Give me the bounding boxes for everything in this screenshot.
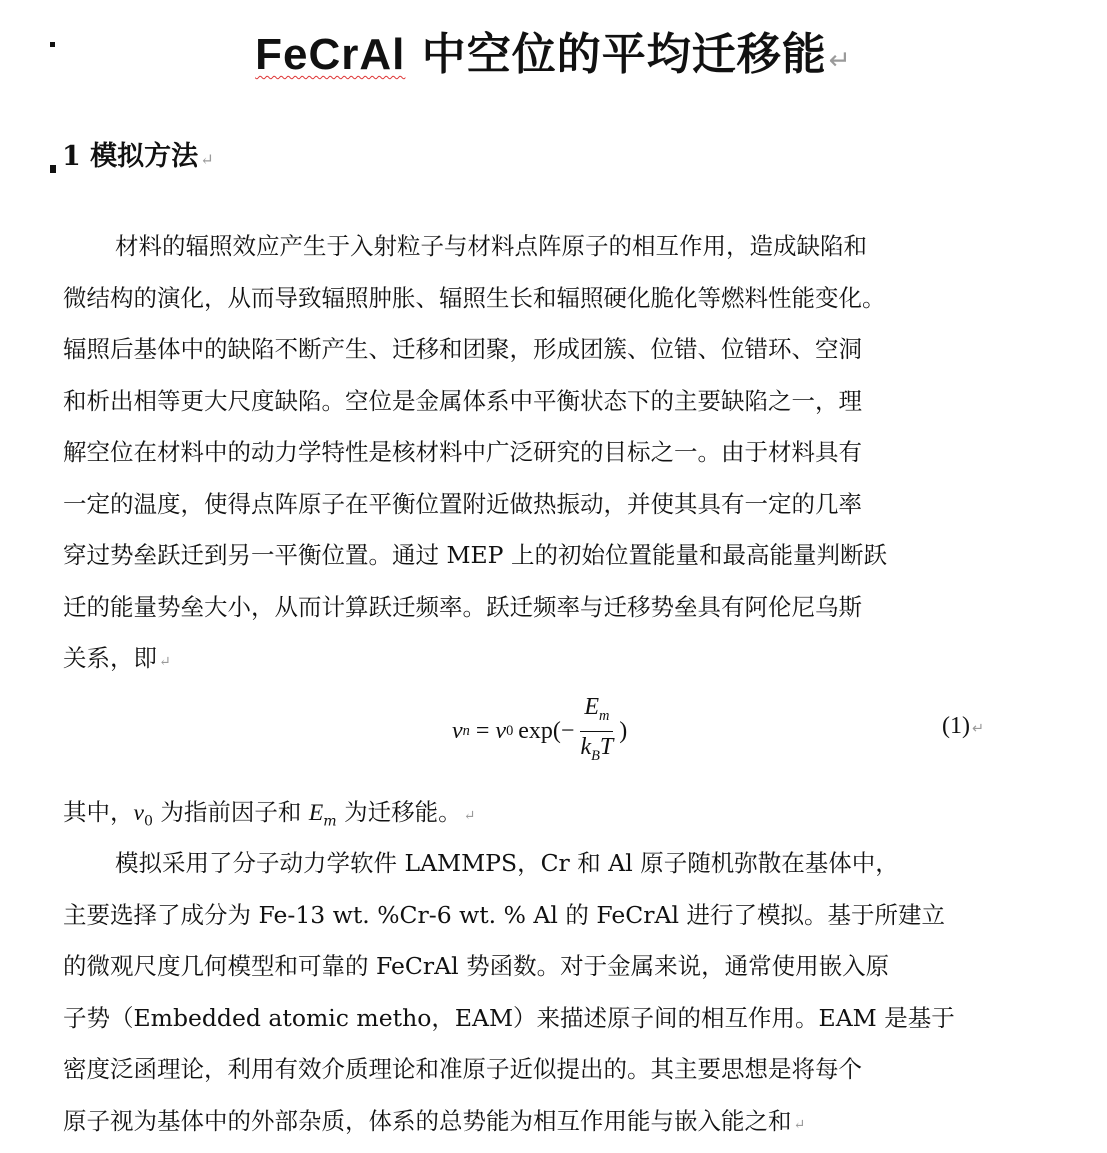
text-line: 微结构的演化，从而导致辐照肿胀、辐照生长和辐照硬化脆化等燃料性能变化。 [63,283,886,312]
equation-block [0,695,1107,775]
list-bullet-section [50,165,56,173]
paragraph-mark-icon: ↵ [828,45,852,76]
paragraph-mark-icon: ↵ [971,721,985,737]
eq-close: ) [619,717,628,744]
paragraph-mark-icon: ↵ [793,1116,806,1133]
paragraph-3 [63,838,978,1151]
paragraph-mark-icon: ↵ [463,808,476,824]
eq-denominator [576,732,617,771]
p2-e: E [308,800,324,826]
eq-fraction [576,692,617,771]
text-line: 密度泛函理论，利用有效介质理论和准原子近似提出的。其主要思想是将每个 [63,1055,862,1083]
text-line: 关系，即 [63,644,157,672]
text-line: 原子视为基体中的外部杂质，体系的总势能为相互作用能与嵌入能之和 [63,1106,792,1135]
text-line-last [63,1096,978,1152]
text-line: 一定的温度，使得点阵原子在平衡位置附近做热振动，并使其具有一定的几率 [63,489,862,518]
section-heading-text: 1 模拟方法 [62,141,199,172]
p2-post: 为迁移能。 [336,798,462,826]
text-line: 的微观尺度几何模型和可靠的 FeCrAl 势函数。对于金属来说，通常使用嵌入原 [63,952,890,980]
eq-den-k: k [580,733,592,760]
text-line: 迁的能量势垒大小，从而计算跃迁频率。跃迁频率与迁移势垒具有阿伦尼乌斯 [63,592,862,621]
text-line-last [63,633,978,689]
eq-num-sub: m [598,707,610,724]
eq-func: exp(− [518,717,575,744]
text-line: 模拟采用了分子动力学软件 LAMMPS，Cr 和 Al 原子随机弥散在基体中， [115,849,899,877]
equation-number [942,713,984,740]
title-latin: FeCrAl [255,30,406,79]
document-title [0,18,1107,82]
p2-v-sub: 0 [143,813,153,830]
p2-v: v [133,800,144,826]
text-line: 解空位在材料中的动力学特性是核材料中广泛研究的目标之一。由于材料具有 [63,438,862,466]
eq-den-k-sub: B [591,747,600,764]
section-heading [62,134,214,173]
text-line: 主要选择了成分为 Fe-13 wt. %Cr-6 wt. % Al 的 FeCrAl 进行了模拟。基于所建立 [63,900,945,929]
text-line: 材料的辐照效应产生于入射粒子与材料点阵原子的相互作用，造成缺陷和 [115,232,867,260]
paragraph-1 [63,221,978,689]
eq-rhs-nu-sub: 0 [506,722,514,739]
p2-e-sub: m [323,813,337,830]
text-line: 和析出相等更大尺度缺陷。空位是金属体系中平衡状态下的主要缺陷之一，理 [63,386,862,415]
eq-rhs-nu: ν [495,717,507,744]
paragraph-mark-icon: ↵ [159,654,171,670]
eq-lhs-sub: n [462,722,470,739]
eq-den-t: T [599,733,614,760]
p2-pre: 其中， [63,798,134,826]
eq-numerator [580,692,613,732]
equation-formula [452,695,627,767]
equation-number-text: (1) [942,713,970,739]
title-cjk: 中空位的平均迁移能 [405,29,827,80]
eq-num-e: E [584,693,599,720]
text-line: 辐照后基体中的缺陷不断产生、迁移和团聚，形成团簇、位错、位错环、空洞 [63,335,862,363]
eq-equals: = [475,717,490,744]
text-line: 穿过势垒跃迁到另一平衡位置。通过 MEP 上的初始位置能量和最高能量判断跃 [63,541,887,569]
paragraph-mark-icon: ↵ [200,150,214,169]
eq-lhs: ν [452,717,463,744]
p2-mid: 为指前因子和 [152,798,309,826]
text-line: 子势（Embedded atomic metho，EAM）来描述原子间的相互作用。EAM 是基于 [63,1003,955,1032]
